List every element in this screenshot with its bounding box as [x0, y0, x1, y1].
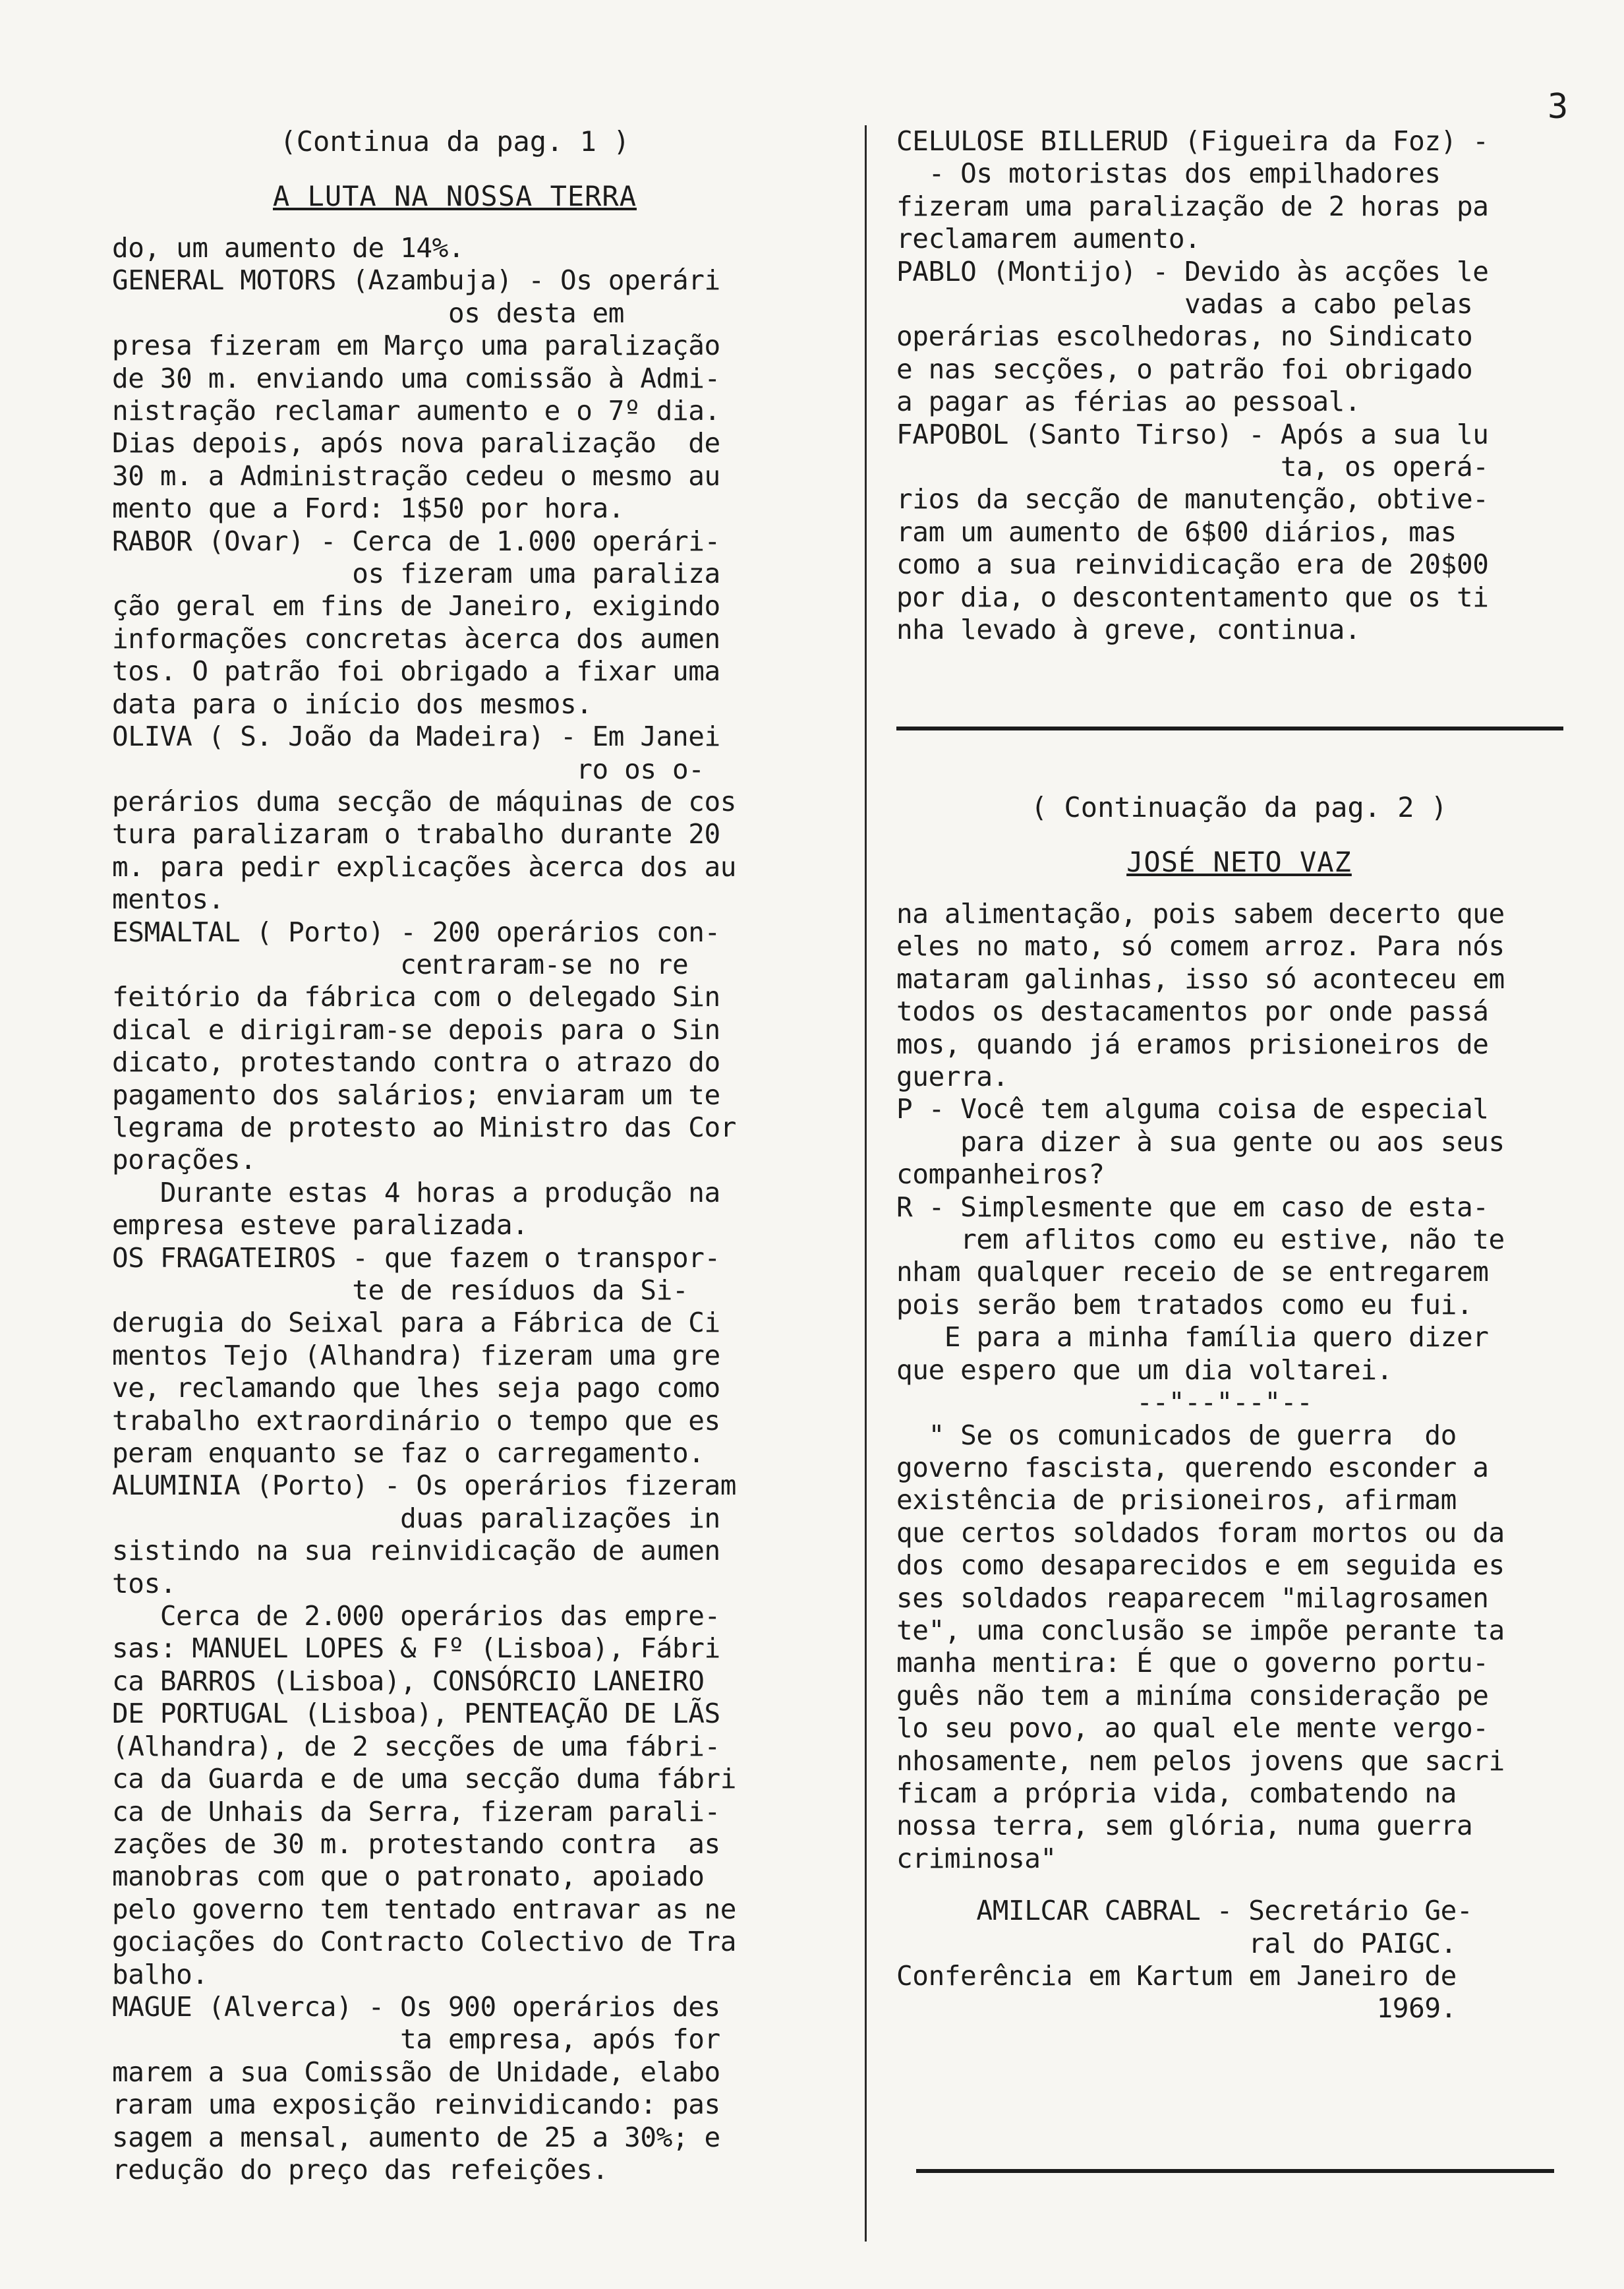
continuation-note-left: (Continua da pag. 1 )	[279, 125, 630, 158]
section-title-left: A LUTA NA NOSSA TERRA	[272, 180, 637, 212]
left-article-text: do, um aumento de 14%. GENERAL MOTORS (Azambuja) - Os operári os desta em presa fizeram em Março uma paralização de 30 m. enviando uma comissão à Admi- nistração reclamar aumento e o 7º dia. Dias depois, após nova paralização de 30 m. a Administração cedeu o mesmo au mento que a Ford: 1$50 por hora. RABOR (Ovar) - Cerca de 1.000 operári- os fizeram uma paraliza ção geral em fins de Janeiro, exigindo informações concretas àcerca dos aumen tos. O patrão foi obrigado a fixar uma data para o início dos mesmos. OLIVA ( S. João da Madeira) - Em Janei ro os o- perários duma secção de máquinas de cos tura paralizaram o trabalho durante 20 m. para pedir explicações àcerca dos au mentos. ESMALTAL ( Porto) - 200 operários con- centraram-se no re feitório da fábrica com o delegado Sin dical e dirigiram-se depois para o Sin dicato, protestando contra o atrazo do pagamento dos salários; enviaram um te legrama de protesto ao Ministro das Cor porações. Durante estas 4 horas a produção na empresa esteve paralizada. OS FRAGATEIROS - que fazem o transpor- te de resíduos da Si- derugia do Seixal para a Fábrica de Ci mentos Tejo (Alhandra) fizeram uma gre ve, reclamando que lhes seja pago como trabalho extraordinário o tempo que es peram enquanto se faz o carregamento. ALUMINIA (Porto) - Os operários fizeram duas paralizações in sistindo na sua reinvidicação de aumen tos. Cerca de 2.000 operários das empre- sas: MANUEL LOPES & Fº (Lisboa), Fábri ca BARROS (Lisboa), CONSÓRCIO LANEIRO DE PORTUGAL (Lisboa), PENTEAÇÃO DE LÃS (Alhandra), de 2 secções de uma fábri- ca da Guarda e de uma secção duma fábri ca de Unhais da Serra, fizeram parali- zações de 30 m. protestando contra as manobras com que o patronato, apoiado pelo governo tem tentado entravar as ne gociações do Contracto Colectivo de Tra balho. MAGUE (Alverca) - Os 900 operários des ta empresa, após for marem a sua Comissão de Unidade, elabo raram uma exposição reinvidicando: pas sagem a mensal, aumento de 25 a 30%; e redução do preço das refeições.	[112, 232, 737, 2185]
right-column-continuation	[896, 791, 1582, 2025]
bottom-divider	[916, 2169, 1554, 2173]
right-top-text: CELULOSE BILLERUD (Figueira da Foz) - - Os motoristas dos empilhadores fizeram uma paralização de 2 horas pa reclamarem aumento. PABLO (Montijo) - Devido às acções le vadas a cabo pelas operárias escolhedoras, no Sindicato e nas secções, o patrão foi obrigado a pagar as férias ao pessoal. FAPOBOL (Santo Tirso) - Após a sua lu ta, os operá- rios da secção de manutenção, obtive- ram um aumento de 6$00 diários, mas como a sua reinvidicação era de 20$00 por dia, o descontentamento que os ti nha levado à greve, continua.	[896, 125, 1489, 646]
column-divider	[865, 125, 867, 2242]
continuation-note-right: ( Continuação da pag. 2 )	[1030, 791, 1448, 823]
right-column-top	[896, 125, 1582, 647]
section-title-right: JOSÉ NETO VAZ	[1126, 846, 1352, 878]
left-column	[112, 125, 798, 2186]
section-divider	[896, 727, 1563, 730]
right-article-text: na alimentação, pois sabem decerto que eles no mato, só comem arroz. Para nós mataram galinhas, isso só aconteceu em todos os destacamentos por onde passá mos, quando já eramos prisioneiros de guerra. P - Você tem alguma coisa de especial para dizer à sua gente ou aos seus companheiros? R - Simplesmente que em caso de esta- rem aflitos como eu estive, não te nham qualquer receio de se entregarem pois serão bem tratados como eu fui. E para a minha família quero dizer que espero que um dia voltarei. --"--"--"-- " Se os comunicados de guerra do governo fascista, querendo esconder a existência de prisioneiros, afirmam que certos soldados foram mortos ou da dos como desaparecidos e em seguida es ses soldados reaparecem "milagrosamen te", uma conclusão se impõe perante ta manha mentira: É que o governo portu- guês não tem a miníma consideração pe lo seu povo, ao qual ele mente vergo- nhosamente, nem pelos jovens que sacri ficam a própria vida, combatendo na nossa terra, sem glória, numa guerra criminosa"	[896, 898, 1505, 1874]
signature-block: AMILCAR CABRAL - Secretário Ge- ral do PAIGC. Conferência em Kartum em Janeiro de 1969.	[896, 1895, 1473, 2025]
page-number: 3	[1548, 87, 1569, 127]
